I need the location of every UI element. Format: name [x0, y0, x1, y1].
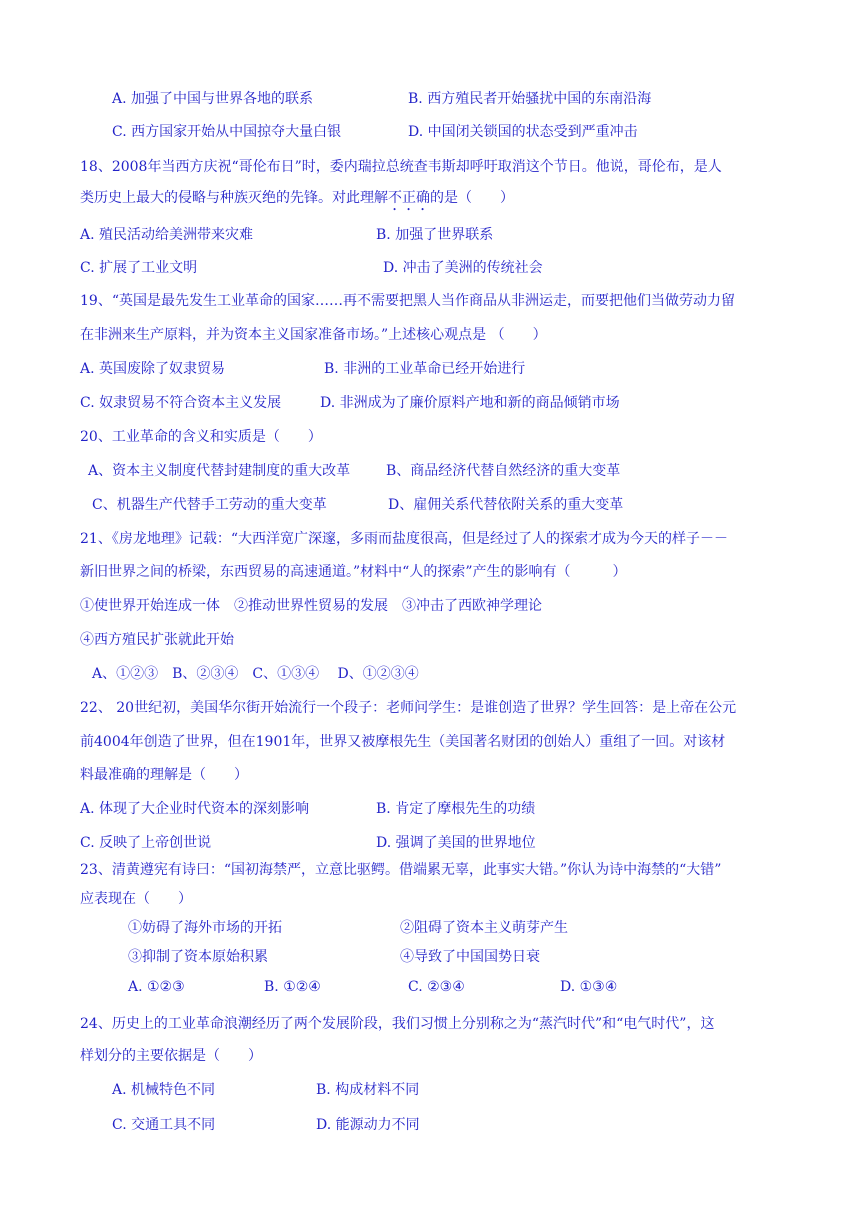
q18-option-a: A. 殖民活动给美洲带来灾难	[80, 227, 254, 243]
q24-stem-line2: 样划分的主要依据是（ ）	[80, 1048, 262, 1064]
q23-option-c: C. ②③④	[408, 979, 465, 995]
q19-option-d: D. 非洲成为了廉价原料产地和新的商品倾销市场	[320, 395, 620, 411]
q22-option-b: B. 肯定了摩根先生的功绩	[376, 801, 536, 817]
q23-option-d: D. ①③④	[560, 979, 618, 995]
q18-stem-line1: 18、2008年当西方庆祝“哥伦布日”时，委内瑞拉总统查韦斯却呼吁取消这个节日。他说，哥伦布，是人	[80, 159, 722, 175]
q19-stem-line2: 在非洲来生产原料，并为资本主义国家准备市场。”上述核心观点是 （ ）	[80, 327, 547, 343]
q18-option-b: B. 加强了世界联系	[376, 227, 494, 243]
q18-stem-line2: 类历史上最大的侵略与种族灭绝的先锋。对此理解不正确的是（ ）	[80, 190, 514, 206]
q22-option-d: D. 强调了美国的世界地位	[376, 835, 536, 851]
q22-stem-line3: 料最准确的理解是（ ）	[80, 767, 248, 783]
q20-option-d: D、雇佣关系代替依附关系的重大变革	[388, 497, 624, 513]
q23-stem-line1: 23、清黄遵宪有诗曰：“国初海禁严，立意比驱鳄。借端累无辜，此事实大错。”你认为诗中海禁的“大错”	[80, 862, 722, 878]
q24-option-c: C. 交通工具不同	[112, 1117, 216, 1133]
q21-items-line1: ①使世界开始连成一体 ②推动世界性贸易的发展 ③冲击了西欧神学理论	[80, 598, 542, 614]
q24-option-b: B. 构成材料不同	[316, 1082, 420, 1098]
q22-stem-line2: 前4004年创造了世界，但在1901年，世界又被摩根先生（美国著名财团的创始人）重组了一回。对该材	[80, 734, 726, 750]
q19-option-c: C. 奴隶贸易不符合资本主义发展	[80, 395, 282, 411]
q23-item-2: ②阻碍了资本主义萌芽产生	[400, 920, 568, 936]
q21-stem-line1: 21、《房龙地理》记载：“大西洋宽广深邃，多雨而盐度很高，但是经过了人的探索才成为今天的样子－－	[80, 531, 728, 547]
q19-stem-line1: 19、“英国是最先发生工业革命的国家……再不需要把黑人当作商品从非洲运走，而要把他们当做劳动力留	[80, 293, 735, 309]
q17-option-b: B. 西方殖民者开始骚扰中国的东南沿海	[408, 91, 652, 107]
q18-option-c: C. 扩展了工业文明	[80, 260, 198, 276]
q18-option-d: D. 冲击了美洲的传统社会	[383, 260, 543, 276]
q17-option-a: A. 加强了中国与世界各地的联系	[112, 91, 314, 107]
q23-item-3: ③抑制了资本原始积累	[128, 949, 268, 965]
q23-item-4: ④导致了中国国势日衰	[400, 949, 540, 965]
q23-option-a: A. ①②③	[128, 979, 185, 995]
q19-option-b: B. 非洲的工业革命已经开始进行	[324, 361, 526, 377]
q21-stem-line2: 新旧世界之间的桥梁，东西贸易的高速通道。”材料中“人的探索”产生的影响有（ ）	[80, 564, 627, 580]
q20-option-c: C、机器生产代替手工劳动的重大变革	[92, 497, 327, 513]
q21-options: A、①②③ B、②③④ C、①③④ D、①②③④	[92, 666, 419, 682]
q23-option-b: B. ①②④	[264, 979, 321, 995]
q24-option-a: A. 机械特色不同	[112, 1082, 216, 1098]
q20-option-a: A、资本主义制度代替封建制度的重大改革	[88, 463, 351, 479]
q23-item-1: ①妨碍了海外市场的开拓	[128, 920, 282, 936]
q20-stem: 20、工业革命的含义和实质是（ ）	[80, 429, 322, 445]
q22-option-a: A. 体现了大企业时代资本的深刻影响	[80, 801, 310, 817]
q24-option-d: D. 能源动力不同	[316, 1117, 420, 1133]
q23-stem-line2: 应表现在（ ）	[80, 891, 192, 907]
q24-stem-line1: 24、历史上的工业革命浪潮经历了两个发展阶段，我们习惯上分别称之为“蒸汽时代”和“电气时代”，这	[80, 1016, 715, 1032]
q18-emphasis: 不正确	[388, 190, 430, 206]
q20-option-b: B、商品经济代替自然经济的重大变革	[386, 463, 621, 479]
q22-stem-line1: 22、 20世纪初，美国华尔街开始流行一个段子：老师问学生：是谁创造了世界？学生回答：是上帝在公元	[80, 700, 737, 716]
q17-option-c: C. 西方国家开始从中国掠夺大量白银	[112, 124, 342, 140]
q21-items-line2: ④西方殖民扩张就此开始	[80, 632, 234, 648]
q22-option-c: C. 反映了上帝创世说	[80, 835, 212, 851]
q19-option-a: A. 英国废除了奴隶贸易	[80, 361, 226, 377]
q17-option-d: D. 中国闭关锁国的状态受到严重冲击	[408, 124, 638, 140]
